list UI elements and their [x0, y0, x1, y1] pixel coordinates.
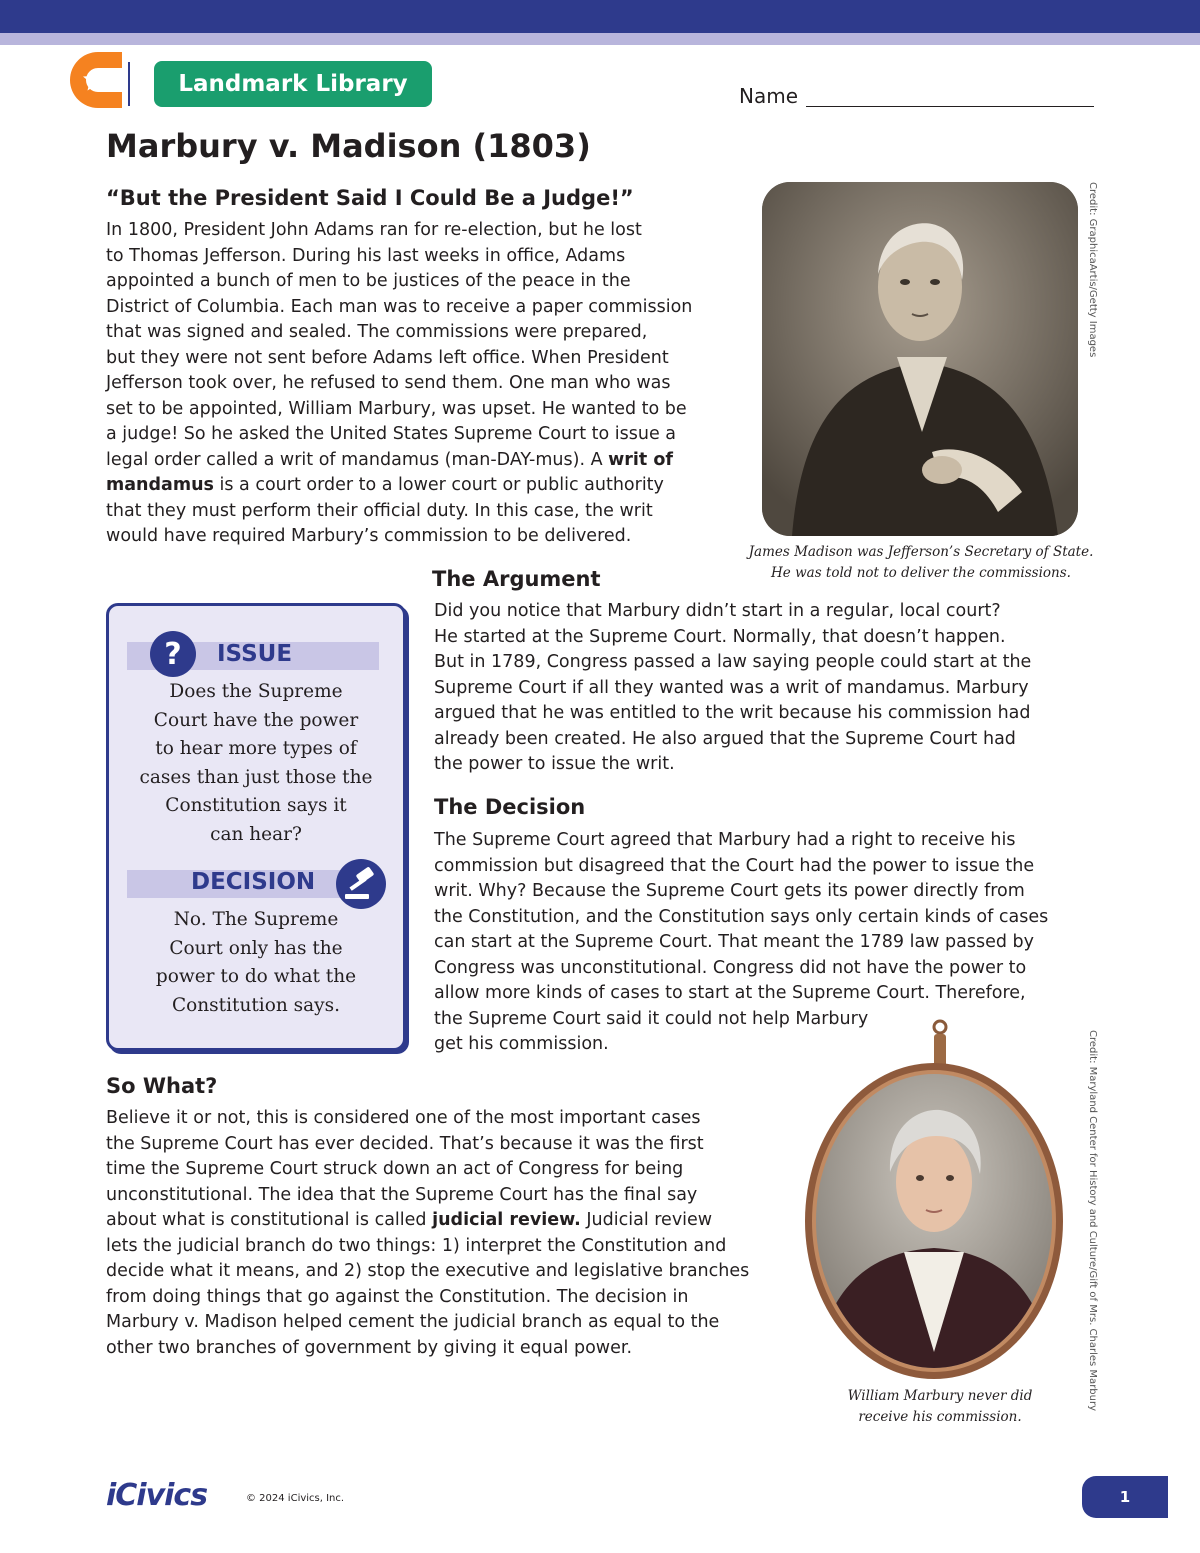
text-run: about what is constitutional is called [106, 1210, 433, 1230]
text-line: commission but disagreed that the Court had the power to issue the [434, 855, 1035, 876]
locket-bail-icon [928, 1018, 952, 1068]
text-line: argued that he was entitled to the writ because his commission had [434, 703, 1031, 723]
decision-answer [115, 906, 397, 1020]
madison-caption [746, 542, 1096, 584]
text-line: appointed a bunch of men to be justices of the peace in the [106, 271, 631, 291]
text-line: Believe it or not, this is considered one of the most important cases [106, 1108, 701, 1128]
caption-line: James Madison was Jefferson’s Secretary of State. [748, 544, 1094, 560]
text-run: legal order called a writ of mandamus (man-DAY-mus). A [106, 449, 609, 470]
text-line: But in 1789, Congress passed a law saying people could start at the [434, 652, 1032, 672]
text-line: District of Columbia. Each man was to receive a paper commission [106, 296, 693, 317]
text-line: He started at the Supreme Court. Normally, that doesn’t happen. [434, 626, 1006, 647]
photo-credit: Credit: Maryland Center for History and Culture/Gift of Mrs. Charles Marbury [1087, 1030, 1098, 1412]
text-line: can hear? [210, 823, 302, 845]
text-line: cases than just those the [139, 766, 373, 788]
top-banner-stripe [0, 33, 1200, 45]
text-line: unconstitutional. The idea that the Supreme Court has the final say [106, 1184, 698, 1205]
so-what-heading: So What? [106, 1074, 218, 1098]
text-line: Supreme Court if all they wanted was a writ of mandamus. Marbury [434, 677, 1029, 698]
text-line: other two branches of government by giving it equal power. [106, 1337, 633, 1358]
decision-heading: The Decision [434, 795, 586, 819]
madison-portrait [762, 182, 1078, 536]
text-line: lets the judicial branch do two things: 1) interpret the Constitution and [106, 1235, 727, 1256]
page-title: Marbury v. Madison (1803) [106, 127, 591, 165]
photo-credit: Credit: GraphicaArtis/Getty Images [1087, 182, 1098, 358]
intro-paragraph [106, 218, 746, 550]
decision-label: DECISION [191, 869, 316, 895]
text-line: Does the Supreme [169, 681, 343, 702]
text-line: already been created. He also argued that the Supreme Court had [434, 728, 1016, 749]
text-line: Congress was unconstitutional. Congress did not have the power to [434, 957, 1027, 978]
text-line: from doing things that go against the Constitution. The decision in [106, 1286, 689, 1307]
argument-paragraph [434, 599, 1102, 778]
copyright: © 2024 iCivics, Inc. [246, 1493, 345, 1504]
text-line: Marbury v. Madison helped cement the judicial branch as equal to the [106, 1312, 720, 1332]
text-line: Constitution says. [171, 994, 341, 1016]
question-icon [149, 630, 197, 678]
marbury-caption [790, 1386, 1090, 1428]
text-line: that was signed and sealed. The commissions were prepared, [106, 322, 648, 342]
issue-label: ISSUE [217, 641, 293, 667]
madison-portrait-illustration [762, 182, 1078, 536]
name-field-line[interactable] [806, 106, 1094, 107]
text-line: Court have the power [153, 709, 359, 731]
svg-text:?: ? [164, 637, 182, 672]
text-line: would have required Marbury’s commission to be delivered. [106, 526, 632, 546]
text-line: the Constitution, and the Constitution says only certain kinds of cases [434, 906, 1049, 927]
text-line: Court only has the [169, 937, 343, 959]
name-label: Name [739, 84, 799, 108]
text-line: the power to issue the writ. [434, 754, 675, 774]
text-line: the Supreme Court said it could not help Marbury [434, 1008, 869, 1029]
caption-line: receive his commission. [858, 1409, 1022, 1425]
text-line [106, 473, 746, 499]
caption-line: He was told not to deliver the commissions. [771, 565, 1071, 581]
text-run: Judicial review [580, 1210, 713, 1230]
logo-divider [128, 62, 130, 106]
text-line: decide what it means, and 2) stop the executive and legislative branches [106, 1261, 750, 1281]
term-bold: judicial review. [432, 1210, 581, 1230]
text-line: to Thomas Jefferson. During his last weeks in office, Adams [106, 245, 626, 266]
issue-question [115, 678, 397, 849]
text-line: Jefferson took over, he refused to send them. One man who was [106, 373, 671, 393]
text-line: set to be appointed, William Marbury, was upset. He wanted to be [106, 398, 687, 419]
term-bold: mandamus [106, 475, 214, 495]
text-line: get his commission. [434, 1034, 609, 1054]
term-bold: writ of [608, 449, 673, 470]
text-line: In 1800, President John Adams ran for re-election, but he lost [106, 220, 642, 240]
marbury-portrait [804, 1062, 1064, 1380]
argument-heading: The Argument [432, 567, 601, 591]
landmark-logo-icon [64, 50, 128, 110]
text-line: but they were not sent before Adams left office. When President [106, 347, 669, 368]
text-line: The Supreme Court agreed that Marbury had a right to receive his [434, 830, 1016, 850]
text-line [106, 448, 746, 474]
series-badge: Landmark Library [154, 61, 432, 107]
so-what-paragraph [106, 1106, 796, 1361]
text-line: No. The Supreme [173, 909, 339, 930]
text-line: that they must perform their official duty. In this case, the writ [106, 500, 653, 521]
text-run: is a court order to a lower court or public authority [213, 475, 664, 495]
text-line: allow more kinds of cases to start at the Supreme Court. Therefore, [434, 983, 1026, 1003]
decision-paragraph [434, 828, 1102, 1058]
text-line: can start at the Supreme Court. That meant the 1789 law passed by [434, 932, 1035, 952]
caption-line: William Marbury never did [847, 1388, 1033, 1404]
text-line: time the Supreme Court struck down an act of Congress for being [106, 1159, 684, 1179]
page-number: 1 [1082, 1476, 1168, 1518]
intro-heading: “But the President Said I Could Be a Judge!” [106, 186, 634, 210]
issue-decision-box [106, 603, 406, 1051]
text-line: Constitution says it [165, 795, 347, 816]
gavel-icon [335, 858, 387, 910]
text-line: the Supreme Court has ever decided. That’s because it was the first [106, 1133, 704, 1154]
text-line: a judge! So he asked the United States Supreme Court to issue a [106, 424, 677, 444]
top-banner [0, 0, 1200, 33]
text-line [106, 1208, 796, 1234]
text-line: writ. Why? Because the Supreme Court gets its power directly from [434, 881, 1025, 901]
text-line: to hear more types of [155, 738, 357, 759]
icivics-logo: iCivics [106, 1478, 208, 1513]
text-line: Did you notice that Marbury didn’t start in a regular, local court? [434, 601, 1001, 621]
text-line: power to do what the [155, 966, 357, 987]
